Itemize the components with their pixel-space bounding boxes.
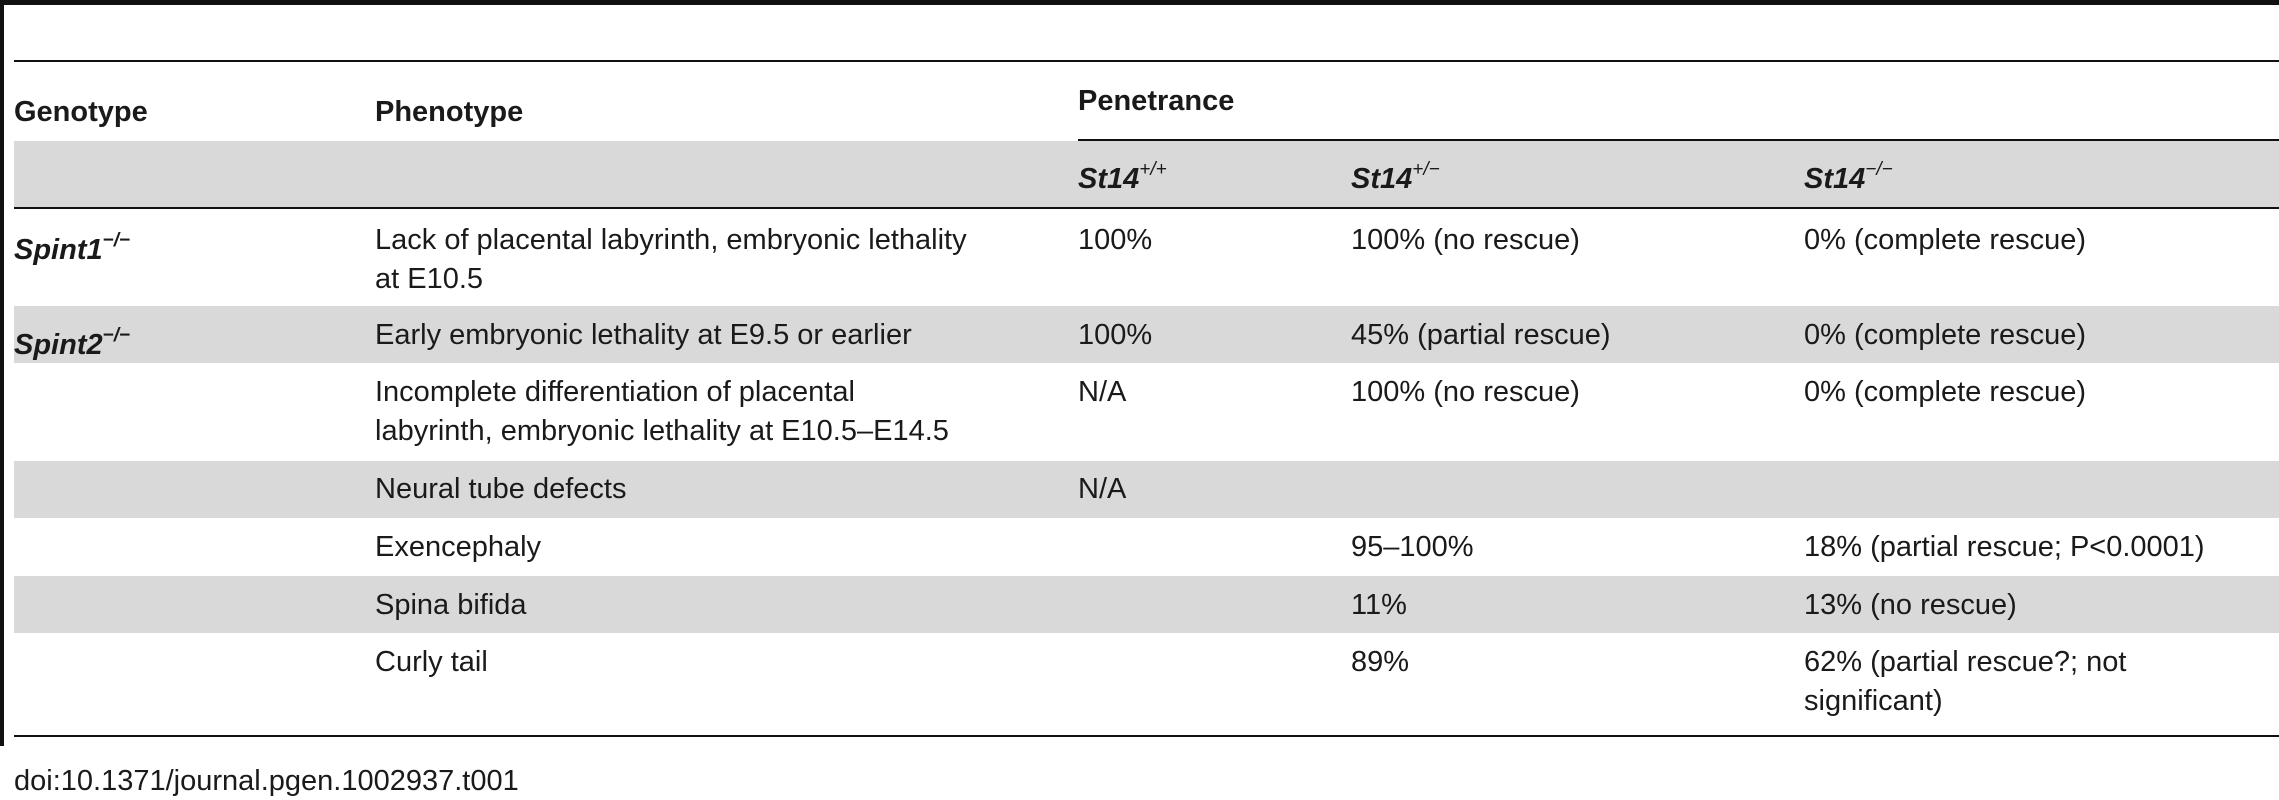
table-row-4-ko: 18% (partial rescue; P<0.0001) — [1804, 531, 2205, 563]
table-row-1-het: 45% (partial rescue) — [1351, 319, 1611, 351]
left-border — [0, 0, 4, 746]
table-row-1-ko: 0% (complete rescue) — [1804, 319, 2087, 351]
table-bottom-rule — [14, 735, 2279, 737]
table-row-6-ko-l1: 62% (partial rescue?; not — [1804, 646, 2127, 678]
table-row-3-wt: N/A — [1078, 473, 1127, 505]
header-st14-ko-label: St14 — [1804, 163, 1866, 195]
table-row-6-phenotype: Curly tail — [375, 646, 488, 678]
genotype-sup: −/− — [102, 230, 131, 251]
header-st14-wt — [1078, 150, 1167, 199]
table-row-6-ko-l2: significant) — [1804, 685, 1943, 717]
table-row-0-ko: 0% (complete rescue) — [1804, 224, 2087, 256]
table-row-1-genotype — [14, 316, 130, 365]
table-row-1-phenotype: Early embryonic lethality at E9.5 or earlier — [375, 319, 912, 351]
table-row-0-het: 100% (no rescue) — [1351, 224, 1580, 256]
header-top-rule — [14, 60, 2279, 62]
table-row-0-genotype — [14, 221, 130, 270]
table-row-0-wt: 100% — [1078, 224, 1153, 256]
penetrance-rule — [1078, 139, 2279, 141]
row-band-neural — [14, 461, 2279, 518]
table-row-5-phenotype: Spina bifida — [375, 589, 527, 621]
genotype-sup: −/− — [102, 325, 131, 346]
header-genotype: Genotype — [14, 96, 148, 128]
table-row-2-phenotype-l2: labyrinth, embryonic lethality at E10.5–E14.5 — [375, 415, 949, 447]
header-st14-wt-label: St14 — [1078, 163, 1140, 195]
table-row-1-wt: 100% — [1078, 319, 1153, 351]
genotype-label: Spint1 — [14, 234, 103, 266]
table-row-2-wt: N/A — [1078, 376, 1127, 408]
table-row-2-het: 100% (no rescue) — [1351, 376, 1580, 408]
header-st14-het-sup: +/− — [1412, 159, 1440, 180]
table-row-0-phenotype-l1: Lack of placental labyrinth, embryonic lethality — [375, 224, 967, 256]
header-st14-ko-sup: −/− — [1865, 159, 1893, 180]
header-phenotype: Phenotype — [375, 96, 524, 128]
header-penetrance: Penetrance — [1078, 85, 1235, 117]
table-row-4-het: 95–100% — [1351, 531, 1474, 563]
table-row-3-phenotype: Neural tube defects — [375, 473, 627, 505]
doi-footer[interactable]: doi:10.1371/journal.pgen.1002937.t001 — [14, 765, 519, 797]
table-row-4-phenotype: Exencephaly — [375, 531, 542, 563]
table-row-5-het: 11% — [1351, 589, 1407, 621]
table-row-5-ko: 13% (no rescue) — [1804, 589, 2017, 621]
header-st14-het-label: St14 — [1351, 163, 1413, 195]
table-row-0-phenotype-l2: at E10.5 — [375, 263, 484, 295]
top-border — [0, 0, 2279, 5]
genotype-label: Spint2 — [14, 329, 103, 361]
table-row-2-ko: 0% (complete rescue) — [1804, 376, 2087, 408]
header-bottom-rule — [14, 207, 2279, 209]
table-row-2-phenotype-l1: Incomplete differentiation of placental — [375, 376, 855, 408]
table-row-6-het: 89% — [1351, 646, 1410, 678]
header-st14-wt-sup: +/+ — [1139, 159, 1167, 180]
header-st14-ko — [1804, 150, 1893, 199]
header-st14-het — [1351, 150, 1440, 199]
